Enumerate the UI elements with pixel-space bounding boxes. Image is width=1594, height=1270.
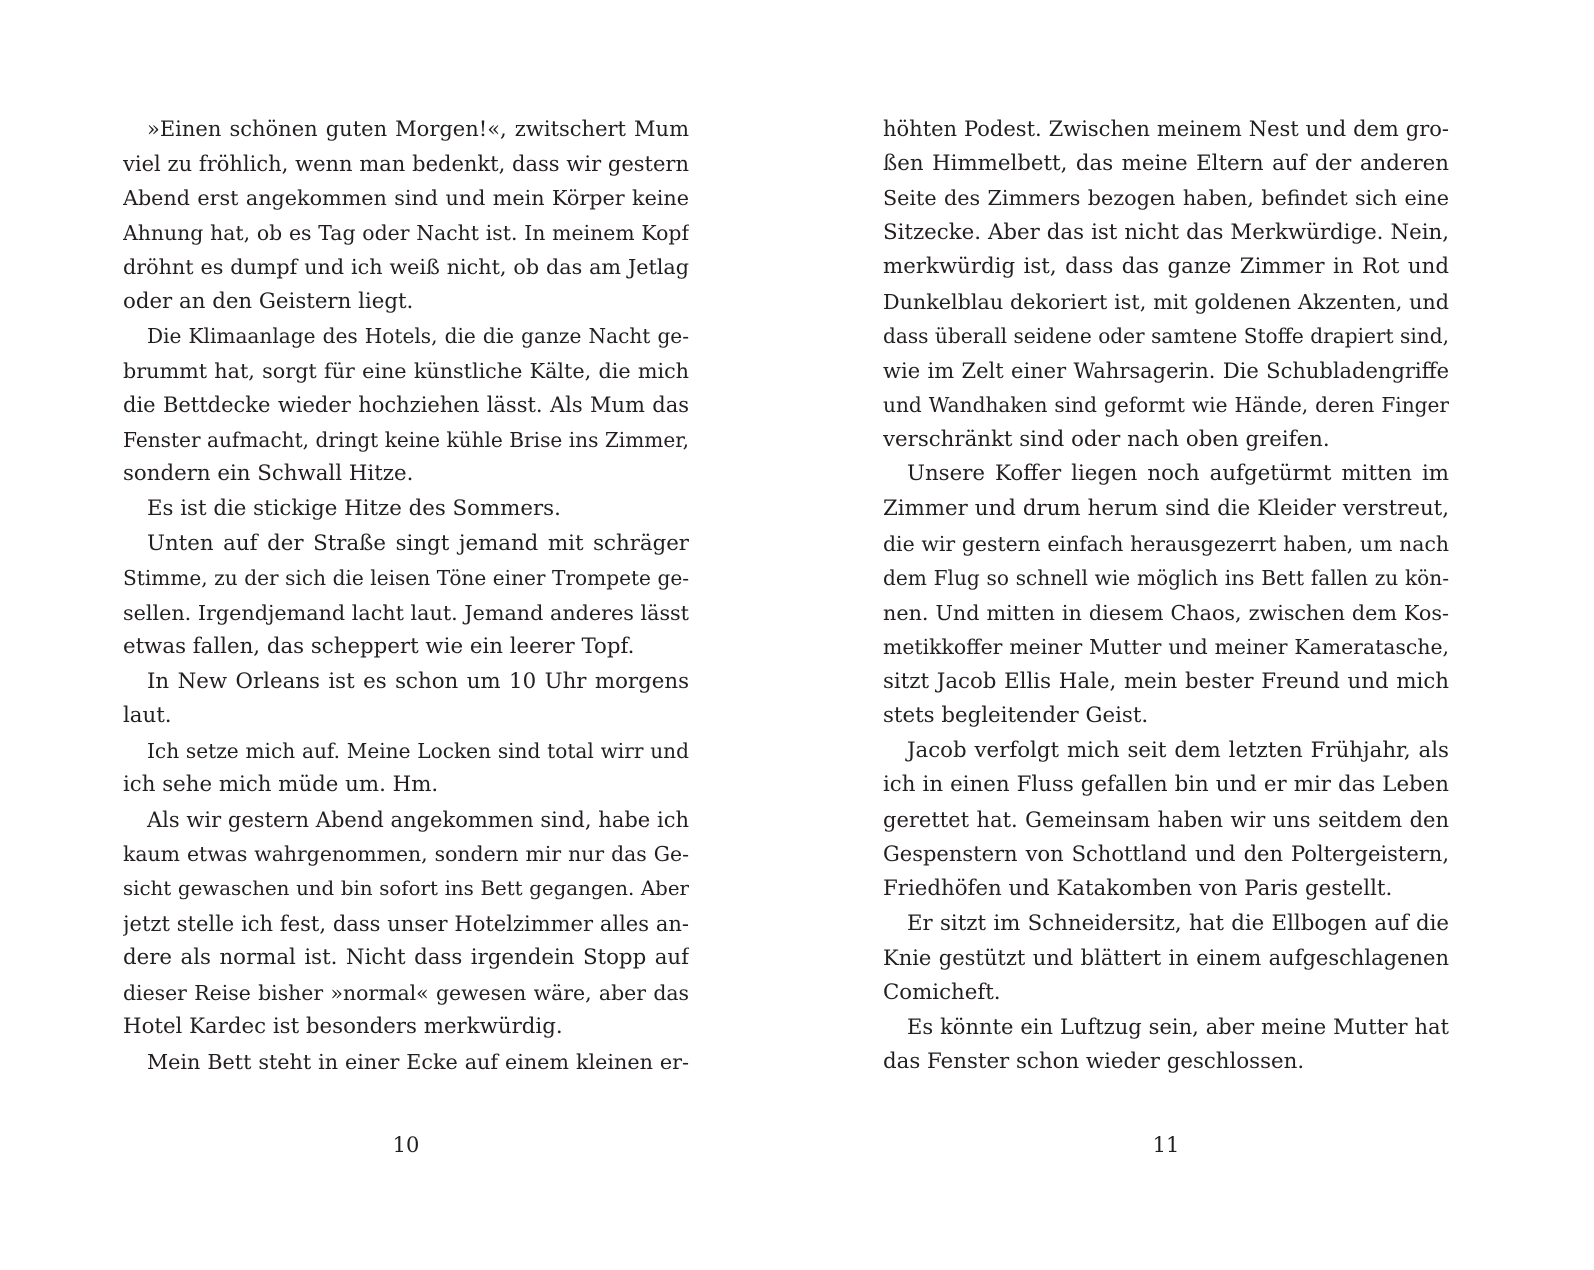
page-number-right: 11 [1152, 1133, 1180, 1157]
text-line: dröhnt es dumpf und ich weiß nicht, ob das am Jetlag [123, 255, 689, 280]
text-line: sitzt Jacob Ellis Hale, mein bester Freund und mich [883, 668, 1449, 694]
text-line: kaum etwas wahrgenommen, sondern mir nur das Ge- [123, 842, 689, 867]
left-page [123, 112, 689, 1212]
text-line: wie im Zelt einer Wahrsagerin. Die Schubladengriffe [883, 358, 1449, 383]
text-line: brummt hat, sorgt für eine künstliche Kälte, die mich [123, 358, 689, 383]
text-line: Die Klimaanlage des Hotels, die die ganze Nacht ge- [147, 324, 689, 349]
text-line: Unten auf der Straße singt jemand mit schräger [147, 530, 689, 556]
text-line: dem Flug so schnell wie möglich ins Bett fallen zu kön- [883, 566, 1449, 591]
text-line: Unsere Koffer liegen noch aufgetürmt mitten im [907, 461, 1449, 487]
text-line: ßen Himmelbett, das meine Eltern auf der anderen [883, 150, 1449, 176]
text-line: In New Orleans ist es schon um 10 Uhr morgens [147, 668, 689, 694]
text-line: Sitzecke. Aber das ist nicht das Merkwürdige. Nein, [883, 219, 1449, 245]
text-line: Er sitzt im Schneidersitz, hat die Ellbogen auf die [907, 910, 1449, 936]
text-line: gerettet hat. Gemeinsam haben wir uns seitdem den [883, 807, 1449, 832]
text-line: dieser Reise bisher »normal« gewesen wäre, aber das [123, 980, 689, 1005]
text-line: metikkoffer meiner Mutter und meiner Kameratasche, [883, 635, 1449, 660]
text-line: Friedhöfen und Katakomben von Paris gestellt. [883, 876, 1393, 902]
text-line: Ich setze mich auf. Meine Locken sind total wirr und [147, 738, 689, 763]
text-line: jetzt stelle ich fest, dass unser Hotelzimmer alles an- [123, 911, 689, 936]
text-line: Fenster aufmacht, dringt keine kühle Brise ins Zimmer, [123, 427, 689, 452]
text-line: Hotel Kardec ist besonders merkwürdig. [123, 1014, 563, 1040]
text-line: höhten Podest. Zwischen meinem Nest und dem gro- [883, 117, 1449, 141]
text-line: Mein Bett steht in einer Ecke auf einem kleinen er- [147, 1049, 689, 1074]
text-line: ich in einen Fluss gefallen bin und er mir das Leben [883, 772, 1449, 798]
right-page [883, 112, 1449, 1212]
text-line: Es ist die stickige Hitze des Sommers. [147, 496, 561, 522]
text-line: nen. Und mitten in diesem Chaos, zwischen dem Kos- [883, 600, 1449, 625]
text-line: Seite des Zimmers bezogen haben, befindet sich eine [883, 186, 1449, 211]
text-line: ich sehe mich müde um. Hm. [123, 772, 439, 798]
text-line: Dunkelblau dekoriert ist, mit goldenen Akzenten, und [883, 289, 1449, 314]
text-line: sellen. Irgendjemand lacht laut. Jemand anderes lässt [123, 600, 689, 625]
text-line: die wir gestern einfach herausgezerrt haben, um nach [883, 531, 1449, 556]
text-line: stets begleitender Geist. [883, 703, 1149, 729]
text-line: etwas fallen, das scheppert wie ein leerer Topf. [123, 634, 635, 660]
text-line: Ahnung hat, ob es Tag oder Nacht ist. In meinem Kopf [123, 220, 689, 245]
text-line: Stimme, zu der sich die leisen Töne einer Trompete ge- [123, 566, 689, 591]
text-line: laut. [123, 703, 172, 729]
text-line: Jacob verfolgt mich seit dem letzten Frühjahr, als [907, 737, 1449, 763]
text-line: die Bettdecke wieder hochziehen lässt. Als Mum das [123, 393, 689, 418]
text-line: Knie gestützt und blättert in einem aufgeschlagenen [883, 946, 1449, 971]
page-number-left: 10 [392, 1133, 420, 1157]
text-line: Es könnte ein Luftzug sein, aber meine Mutter hat [907, 1015, 1449, 1040]
text-line: sondern ein Schwall Hitze. [123, 461, 414, 487]
text-line: Gespenstern von Schottland und den Poltergeistern, [883, 842, 1449, 867]
text-line: Abend erst angekommen sind und mein Körper keine [123, 186, 689, 211]
text-line: sicht gewaschen und bin sofort ins Bett gegangen. Aber [123, 877, 689, 901]
left-page-text [123, 112, 689, 1079]
right-page-text [883, 112, 1449, 1079]
text-line: und Wandhaken sind geformt wie Hände, deren Finger [883, 393, 1449, 418]
text-line: dass überall seidene oder samtene Stoffe drapiert sind, [883, 324, 1449, 349]
text-line: Comicheft. [883, 979, 1001, 1005]
text-line: das Fenster schon wieder geschlossen. [883, 1048, 1305, 1074]
text-line: Zimmer und drum herum sind die Kleider verstreut, [883, 496, 1449, 522]
text-line: verschränkt sind oder nach oben greifen. [883, 426, 1330, 452]
text-line: viel zu fröhlich, wenn man bedenkt, dass wir gestern [123, 151, 689, 176]
text-line: Als wir gestern Abend angekommen sind, habe ich [147, 807, 689, 832]
text-line: »Einen schönen guten Morgen!«, zwitschert Mum [147, 117, 689, 141]
text-line: merkwürdig ist, dass das ganze Zimmer in Rot und [883, 254, 1449, 280]
text-line: oder an den Geistern liegt. [123, 288, 414, 314]
text-line: dere als normal ist. Nicht dass irgendein Stopp auf [123, 945, 689, 971]
